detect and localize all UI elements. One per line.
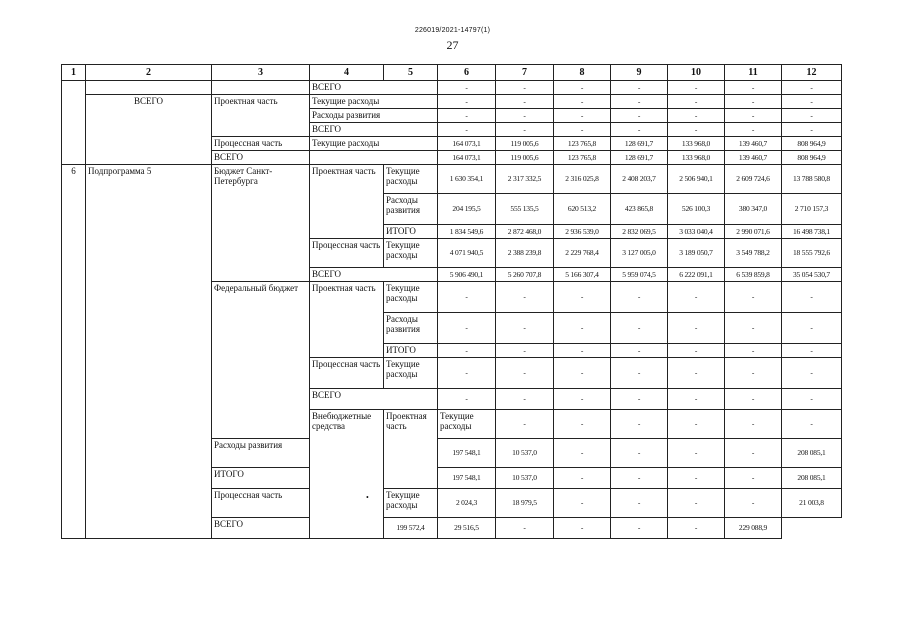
part-label: Процессная часть (212, 489, 310, 518)
document-id: 226019/2021-14797(1) (414, 27, 491, 34)
col-header: 8 (554, 65, 611, 81)
table-row (62, 95, 842, 109)
col-header: 12 (782, 65, 842, 81)
program-name: Подпрограмма 5 (86, 165, 212, 539)
value-cell: 10 537,0 (496, 439, 554, 468)
value-cell: - (782, 109, 842, 123)
row-label: Текущие расходы (384, 282, 438, 313)
value-cell: - (438, 313, 496, 344)
value-cell: - (782, 410, 842, 439)
value-cell: - (782, 358, 842, 389)
value-cell: 1 834 549,6 (438, 225, 496, 239)
value-cell: 119 005,6 (496, 151, 554, 165)
col-header: 2 (86, 65, 212, 81)
value-cell: - (496, 81, 554, 95)
table-header (62, 65, 842, 81)
value-cell: 3 033 040,4 (668, 225, 725, 239)
value-cell: - (611, 358, 668, 389)
value-cell: - (668, 489, 725, 518)
value-cell: - (725, 109, 782, 123)
value-cell: - (496, 123, 554, 137)
value-cell: - (554, 489, 611, 518)
row-label: ВСЕГО (212, 518, 384, 539)
col-header: 3 (212, 65, 310, 81)
program-name: ВСЕГО (86, 95, 212, 165)
value-cell: - (438, 95, 496, 109)
value-cell: 380 347,0 (725, 194, 782, 225)
value-cell: - (554, 410, 611, 439)
value-cell: 21 003,8 (782, 489, 842, 518)
row-label: ВСЕГО (310, 389, 438, 410)
row-label: Расходы развития (212, 439, 310, 468)
part-label: Процессная часть (212, 137, 310, 151)
part-label: Проектная часть (384, 410, 438, 489)
value-cell: 2 506 940,1 (668, 165, 725, 194)
col-header: 11 (725, 65, 782, 81)
value-cell: 3 127 005,0 (611, 239, 668, 268)
value-cell: 139 460,7 (725, 151, 782, 165)
row-label: ВСЕГО (310, 268, 438, 282)
value-cell: 5 166 307,4 (554, 268, 611, 282)
value-cell: - (611, 489, 668, 518)
value-cell: - (438, 282, 496, 313)
value-cell: 18 555 792,6 (782, 239, 842, 268)
value-cell: 3 189 050,7 (668, 239, 725, 268)
value-cell: 199 572,4 (384, 518, 438, 539)
value-cell: - (496, 282, 554, 313)
value-cell: 197 548,1 (438, 468, 496, 489)
value-cell: - (725, 489, 782, 518)
row-label: Расходы развития (384, 194, 438, 225)
value-cell: - (725, 313, 782, 344)
value-cell: 164 073,1 (438, 137, 496, 151)
value-cell: 2 990 071,6 (725, 225, 782, 239)
value-cell: - (496, 109, 554, 123)
value-cell: - (782, 313, 842, 344)
value-cell: 29 516,5 (438, 518, 496, 539)
value-cell: 808 964,9 (782, 151, 842, 165)
value-cell: - (725, 468, 782, 489)
value-cell: 197 548,1 (438, 439, 496, 468)
value-cell: - (668, 410, 725, 439)
page-number: 27 (446, 38, 459, 52)
value-cell: 123 765,8 (554, 151, 611, 165)
value-cell: - (611, 439, 668, 468)
value-cell: 139 460,7 (725, 137, 782, 151)
value-cell: - (554, 358, 611, 389)
table-row (62, 81, 842, 95)
value-cell: - (668, 358, 725, 389)
value-cell: - (554, 109, 611, 123)
value-cell: 555 135,5 (496, 194, 554, 225)
source-label: Бюджет Санкт-Петербурга (212, 165, 310, 282)
value-cell: 133 968,0 (668, 137, 725, 151)
value-cell: - (496, 95, 554, 109)
value-cell: 6 539 859,8 (725, 268, 782, 282)
value-cell: - (496, 410, 554, 439)
row-label: ВСЕГО (310, 81, 438, 95)
value-cell: - (496, 358, 554, 389)
value-cell: 3 549 788,2 (725, 239, 782, 268)
row-label: Текущие расходы (310, 95, 438, 109)
cell-blank (310, 151, 438, 165)
value-cell: 208 085,1 (782, 439, 842, 468)
value-cell: 2 872 468,0 (496, 225, 554, 239)
value-cell: - (554, 344, 611, 358)
part-label: Проектная часть (212, 95, 310, 137)
row-label: Текущие расходы (384, 358, 438, 389)
row-number: 6 (62, 165, 86, 539)
value-cell: - (438, 109, 496, 123)
cell-blank (212, 81, 310, 95)
row-label: ИТОГО (212, 468, 310, 489)
value-cell: - (438, 81, 496, 95)
value-cell: - (611, 344, 668, 358)
value-cell: 128 691,7 (611, 137, 668, 151)
value-cell: - (782, 282, 842, 313)
value-cell: - (611, 313, 668, 344)
value-cell: - (782, 389, 842, 410)
value-cell: 526 100,3 (668, 194, 725, 225)
value-cell: - (668, 313, 725, 344)
col-header: 5 (384, 65, 438, 81)
value-cell: 2 609 724,6 (725, 165, 782, 194)
value-cell: 2 388 239,8 (496, 239, 554, 268)
value-cell: 35 054 530,7 (782, 268, 842, 282)
value-cell: - (782, 123, 842, 137)
value-cell: - (496, 313, 554, 344)
value-cell: 229 088,9 (725, 518, 782, 539)
row-label: Текущие расходы (438, 410, 496, 439)
col-header: 10 (668, 65, 725, 81)
part-label: Процессная часть (310, 358, 384, 389)
value-cell: - (611, 518, 668, 539)
value-cell: - (611, 410, 668, 439)
cell-blank (62, 81, 86, 165)
value-cell: 128 691,7 (611, 151, 668, 165)
value-cell: 123 765,8 (554, 137, 611, 151)
value-cell: - (611, 389, 668, 410)
value-cell: 6 222 091,1 (668, 268, 725, 282)
value-cell: 204 195,5 (438, 194, 496, 225)
value-cell: - (668, 468, 725, 489)
value-cell: 133 968,0 (668, 151, 725, 165)
value-cell: - (554, 313, 611, 344)
col-header: 7 (496, 65, 554, 81)
value-cell: - (611, 109, 668, 123)
value-cell: - (554, 95, 611, 109)
value-cell: - (438, 123, 496, 137)
value-cell: - (668, 109, 725, 123)
value-cell: 5 959 074,5 (611, 268, 668, 282)
value-cell: 2 317 332,5 (496, 165, 554, 194)
row-label: ИТОГО (384, 225, 438, 239)
row-label: ИТОГО (384, 344, 438, 358)
part-label: Процессная часть (310, 239, 384, 268)
row-label: Расходы развития (384, 313, 438, 344)
value-cell: - (668, 439, 725, 468)
value-cell: - (554, 282, 611, 313)
value-cell: - (554, 81, 611, 95)
value-cell: - (725, 123, 782, 137)
value-cell: 2 936 539,0 (554, 225, 611, 239)
row-label: Текущие расходы (384, 489, 438, 518)
value-cell: - (668, 389, 725, 410)
value-cell: - (554, 123, 611, 137)
value-cell: - (725, 81, 782, 95)
value-cell: - (668, 81, 725, 95)
value-cell: - (554, 468, 611, 489)
value-cell: - (725, 389, 782, 410)
value-cell: - (725, 344, 782, 358)
value-cell: 2 832 069,5 (611, 225, 668, 239)
value-cell: 2 024,3 (438, 489, 496, 518)
value-cell: 423 865,8 (611, 194, 668, 225)
value-cell: - (668, 518, 725, 539)
table-row (62, 165, 842, 194)
value-cell: - (782, 344, 842, 358)
value-cell: - (725, 439, 782, 468)
value-cell: 16 498 738,1 (782, 225, 842, 239)
budget-table (61, 64, 842, 539)
value-cell: 10 537,0 (496, 468, 554, 489)
value-cell: 2 229 768,4 (554, 239, 611, 268)
value-cell: 1 630 354,1 (438, 165, 496, 194)
value-cell: - (496, 389, 554, 410)
value-cell: - (611, 123, 668, 137)
col-header: 6 (438, 65, 496, 81)
part-label: Проектная часть (310, 165, 384, 239)
value-cell: 4 071 940,5 (438, 239, 496, 268)
value-cell: - (554, 439, 611, 468)
value-cell: - (611, 282, 668, 313)
value-cell: - (438, 358, 496, 389)
value-cell: - (496, 518, 554, 539)
row-label: Текущие расходы (384, 239, 438, 268)
row-label: ВСЕГО (310, 123, 438, 137)
value-cell: 5 260 707,8 (496, 268, 554, 282)
value-cell: 5 906 490,1 (438, 268, 496, 282)
source-label: Федеральный бюджет (212, 282, 310, 439)
value-cell: - (611, 468, 668, 489)
value-cell: - (668, 282, 725, 313)
value-cell: 13 788 580,8 (782, 165, 842, 194)
value-cell: 2 408 203,7 (611, 165, 668, 194)
col-header: 1 (62, 65, 86, 81)
value-cell: - (782, 81, 842, 95)
value-cell: 208 085,1 (782, 468, 842, 489)
value-cell: - (554, 389, 611, 410)
value-cell: 119 005,6 (496, 137, 554, 151)
value-cell: - (668, 95, 725, 109)
value-cell: - (725, 358, 782, 389)
value-cell: 164 073,1 (438, 151, 496, 165)
row-label: Текущие расходы (310, 137, 438, 151)
value-cell: - (554, 518, 611, 539)
value-cell: - (725, 282, 782, 313)
value-cell: - (725, 95, 782, 109)
value-cell: 2 316 025,8 (554, 165, 611, 194)
value-cell: - (725, 410, 782, 439)
value-cell: - (611, 81, 668, 95)
source-label-text: Внебюджетные средства (312, 411, 372, 431)
row-label: Текущие расходы (384, 165, 438, 194)
col-header: 4 (310, 65, 384, 81)
value-cell: - (782, 95, 842, 109)
value-cell: - (611, 95, 668, 109)
col-header: 9 (611, 65, 668, 81)
value-cell: 808 964,9 (782, 137, 842, 151)
value-cell: 18 979,5 (496, 489, 554, 518)
source-label (310, 410, 384, 539)
value-cell: - (668, 344, 725, 358)
value-cell: - (668, 123, 725, 137)
value-cell: 620 513,2 (554, 194, 611, 225)
cell-blank (86, 81, 212, 95)
row-label: Расходы развития (310, 109, 438, 123)
value-cell: - (496, 344, 554, 358)
value-cell: - (438, 389, 496, 410)
value-cell: - (438, 344, 496, 358)
row-label: ВСЕГО (212, 151, 310, 165)
value-cell: 2 710 157,3 (782, 194, 842, 225)
part-label: Проектная часть (310, 282, 384, 358)
stray-mark: • (366, 493, 369, 502)
